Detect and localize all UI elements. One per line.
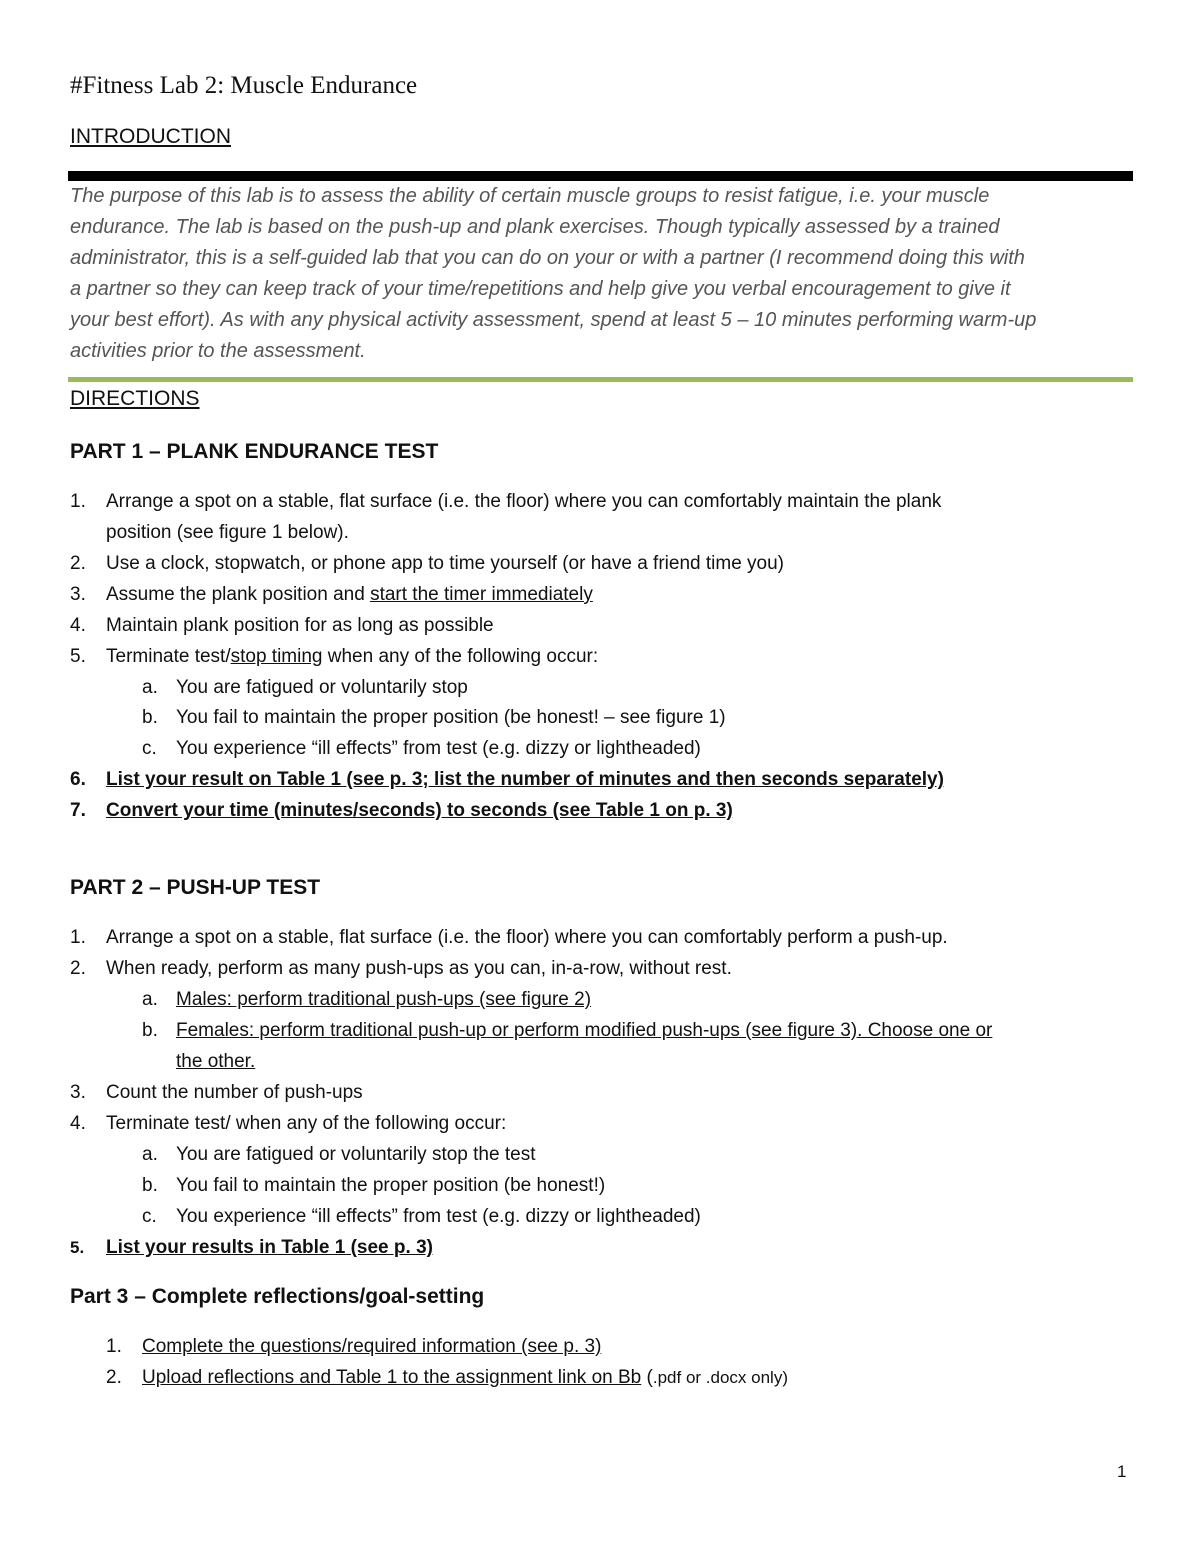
list-number: 6. — [70, 769, 86, 790]
document-title: #Fitness Lab 2: Muscle Endurance — [70, 72, 418, 99]
list-text: When ready, perform as many push-ups as you can, in-a-row, without rest. — [106, 958, 732, 979]
directions-heading: DIRECTIONS — [70, 387, 200, 410]
page-number: 1 — [1117, 1462, 1127, 1481]
sub-list-letter: a. — [142, 677, 158, 698]
list-text — [106, 583, 593, 607]
list-text — [106, 645, 598, 669]
intro-line: endurance. The lab is based on the push-up and plank exercises. Though typically assessed by a trained — [70, 216, 1000, 238]
sub-list-text: You experience “ill effects” from test (e.g. dizzy or lightheaded) — [176, 738, 701, 759]
list-text-plain: Terminate test/ — [106, 646, 231, 667]
part1-heading: PART 1 – PLANK ENDURANCE TEST — [70, 440, 439, 463]
sub-list-text: You fail to maintain the proper position (be honest!) — [176, 1175, 606, 1196]
list-text: Arrange a spot on a stable, flat surface (i.e. the floor) where you can comfortably perform a push-up. — [106, 927, 948, 948]
list-text: Terminate test/ when any of the following occur: — [106, 1113, 507, 1134]
list-text-plain: ( — [641, 1367, 653, 1388]
list-text: Complete the questions/required information (see p. 3) — [142, 1336, 602, 1357]
list-number: 2. — [106, 1367, 122, 1388]
list-number: 1. — [70, 927, 86, 948]
list-number: 5. — [70, 646, 86, 667]
sub-list-text: You are fatigued or voluntarily stop the test — [176, 1144, 536, 1165]
list-number: 4. — [70, 1113, 86, 1134]
sub-list-letter: a. — [142, 1144, 158, 1165]
intro-line: activities prior to the assessment. — [70, 340, 366, 362]
part2-heading: PART 2 – PUSH-UP TEST — [70, 876, 321, 899]
intro-line: The purpose of this lab is to assess the ability of certain muscle groups to resist fatigue, i.e. your muscle — [70, 185, 990, 207]
sub-list-text: Males: perform traditional push-ups (see figure 2) — [176, 989, 592, 1010]
list-text: Use a clock, stopwatch, or phone app to time yourself (or have a friend time you) — [106, 553, 784, 574]
list-text-plain: Assume the plank position and — [106, 584, 371, 605]
sub-list-text: You fail to maintain the proper position (be honest! – see figure 1) — [176, 707, 726, 728]
sub-list-letter: b. — [142, 1175, 158, 1196]
list-text-underlined: start the timer immediately — [370, 584, 593, 605]
sub-list-letter: c. — [142, 1206, 157, 1227]
list-number: 3. — [70, 1082, 86, 1103]
list-text: Count the number of push-ups — [106, 1082, 363, 1103]
list-number: 2. — [70, 958, 86, 979]
list-number: 2. — [70, 553, 86, 574]
sub-list-text: You are fatigued or voluntarily stop — [176, 677, 468, 698]
sub-list-letter: b. — [142, 1020, 158, 1041]
section-divider-green — [68, 377, 1133, 382]
list-number: 3. — [70, 584, 86, 605]
list-text-underlined: Upload reflections and Table 1 to the assignment link on Bb — [142, 1367, 642, 1388]
list-text-plain: .pdf or .docx only) — [652, 1368, 788, 1387]
list-text: List your result on Table 1 (see p. 3; list the number of minutes and then seconds separately) — [106, 769, 944, 790]
list-text-underlined: stop timing — [230, 646, 323, 667]
list-number: 5. — [70, 1238, 85, 1257]
intro-line: a partner so they can keep track of your time/repetitions and help give you verbal encouragement to give it — [70, 278, 1011, 300]
list-text: position (see figure 1 below). — [106, 522, 349, 543]
list-text — [142, 1366, 788, 1390]
list-text: Arrange a spot on a stable, flat surface (i.e. the floor) where you can comfortably maintain the plank — [106, 491, 942, 512]
list-text: Maintain plank position for as long as possible — [106, 615, 494, 636]
intro-line: administrator, this is a self-guided lab that you can do on your or with a partner (I recommend doing this with — [70, 247, 1025, 269]
list-number: 4. — [70, 615, 86, 636]
sub-list-letter: c. — [142, 738, 157, 759]
list-number: 1. — [106, 1336, 122, 1357]
heading-divider-black — [68, 171, 1133, 181]
introduction-paragraph — [70, 181, 1132, 367]
sub-list-letter: b. — [142, 707, 158, 728]
list-number: 7. — [70, 800, 86, 821]
sub-list-text: You experience “ill effects” from test (e.g. dizzy or lightheaded) — [176, 1206, 701, 1227]
sub-list-text: Females: perform traditional push-up or perform modified push-ups (see figure 3). Choose one or — [176, 1020, 993, 1041]
list-number: 1. — [70, 491, 86, 512]
introduction-heading: INTRODUCTION — [70, 125, 231, 148]
list-text: List your results in Table 1 (see p. 3) — [106, 1237, 433, 1258]
intro-line: your best effort). As with any physical activity assessment, spend at least 5 – 10 minutes performing warm-up — [70, 309, 1037, 331]
part3-heading: Part 3 – Complete reflections/goal-setting — [70, 1285, 485, 1308]
sub-list-letter: a. — [142, 989, 158, 1010]
list-text: Convert your time (minutes/seconds) to seconds (see Table 1 on p. 3) — [106, 800, 733, 821]
list-text-plain: when any of the following occur: — [322, 646, 599, 667]
sub-list-text: the other. — [176, 1051, 256, 1072]
